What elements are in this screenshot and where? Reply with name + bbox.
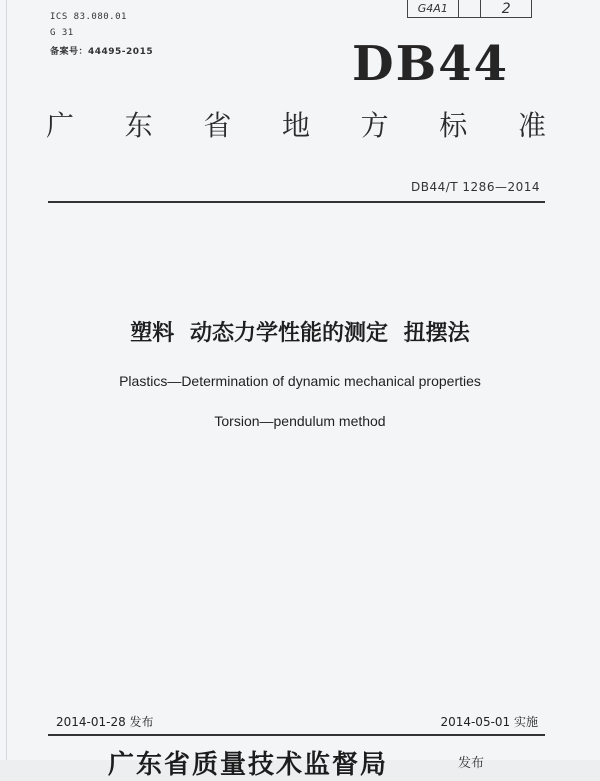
stamp-cell-2 [458, 0, 482, 18]
issuing-authority: 广东省质量技术监督局 [108, 750, 389, 780]
record-number: 备案号：44495-2015 [50, 47, 154, 57]
standard-type-char: 东 [124, 109, 153, 142]
implementation-date: 2014-05-01 实施 [440, 715, 538, 729]
archive-stamp [408, 0, 532, 18]
top-divider [48, 201, 545, 203]
standard-type-char: 省 [203, 109, 232, 142]
english-title-line-1: Plastics—Determination of dynamic mechanical properties [119, 373, 481, 389]
standard-number: DB44/T 1286—2014 [410, 180, 540, 194]
standard-type-char: 广 [46, 109, 75, 142]
chinese-title [0, 316, 600, 347]
chinese-title-part: 扭摆法 [403, 321, 470, 346]
standard-logo: DB44 [352, 36, 509, 92]
standard-type-char: 方 [360, 109, 389, 142]
ics-code: ICS 83.080.01 [50, 12, 127, 22]
bottom-divider [48, 734, 545, 736]
stamp-cell-3: 2 [480, 0, 532, 18]
standard-type-char: 准 [517, 109, 546, 142]
standard-type-title [46, 104, 546, 144]
stamp-cell-1: G4A1 [407, 0, 459, 18]
issuing-suffix: 发布 [458, 756, 485, 771]
ccs-code: G 31 [50, 28, 74, 38]
chinese-title-part: 塑料 [130, 321, 175, 346]
standard-type-char: 地 [281, 109, 310, 142]
issue-date: 2014-01-28 发布 [56, 715, 154, 729]
chinese-title-part: 动态力学性能的测定 [189, 321, 388, 346]
standard-type-char: 标 [439, 109, 468, 142]
english-title-line-2: Torsion—pendulum method [214, 413, 386, 429]
